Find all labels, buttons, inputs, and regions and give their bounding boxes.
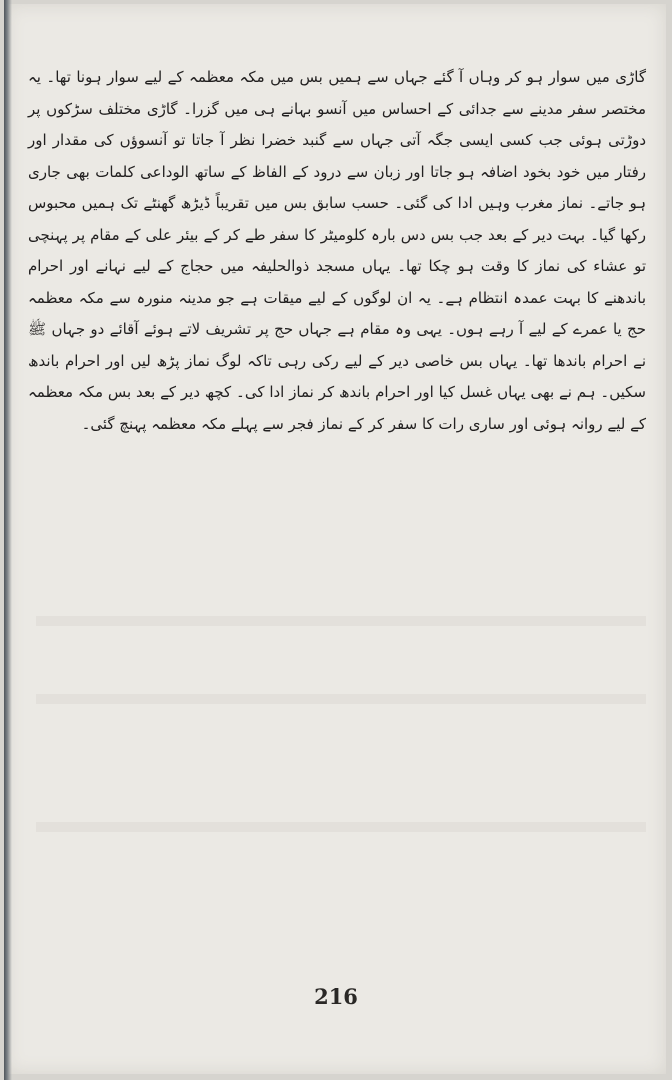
scan-artifact-band: [36, 616, 646, 626]
body-text: [28, 62, 646, 440]
paragraph: گاڑی میں سوار ہو کر وہاں آ گئے جہاں سے ہمیں بس میں مکہ معظمہ کے لیے سوار ہونا تھا۔ یہ مختصر سفر مدینے سے جدائی کے احساس میں آنسو بہانے ہی میں گزرا۔ گاڑی مختلف سڑکوں پر دوڑتی ہوئی جب کسی ایسی جگہ آتی جہاں سے گنبد خضرا نظر آ جاتا تو آنسوؤں کی مقدار اور رفتار میں خود بخود اضافہ ہو جاتا اور زبان سے درود کے الفاظ کے ساتھ الوداعی کلمات بھی جاری ہو جاتے۔ نماز مغرب وہیں ادا کی گئی۔ حسب سابق بس میں تقریباً ڈیڑھ گھنٹے تک ہمیں محبوس رکھا گیا۔ بہت دیر کے بعد جب بس دس بارہ کلومیٹر کا سفر طے کر کے بیئر علی کے مقام پر پہنچی تو عشاء کی نماز کا وقت ہو چکا تھا۔ یہاں مسجد ذوالحلیفہ میں حجاج کے لیے نہانے اور احرام باندھنے کا بہت عمدہ انتظام ہے۔ یہ ان لوگوں کے لیے میقات ہے جو مدینہ منورہ سے مکہ معظمہ حج یا عمرے کے لیے آ رہے ہوں۔ یہی وہ مقام ہے جہاں حج پر تشریف لاتے ہوئے آقائے دو جہاں ﷺ نے احرام باندھا تھا۔ یہاں بس خاصی دیر کے لیے رکی رہی تاکہ لوگ نماز پڑھ لیں اور احرام باندھ سکیں۔ ہم نے بھی یہاں غسل کیا اور احرام باندھ کر نماز ادا کی۔ کچھ دیر کے بعد بس مکہ معظمہ کے لیے روانہ ہوئی اور ساری رات کا سفر کر کے نماز فجر سے پہلے مکہ معظمہ پہنچ گئی۔: [28, 68, 646, 433]
scan-artifact-band: [36, 694, 646, 704]
scan-artifact-band: [36, 822, 646, 832]
book-binding-edge: [4, 0, 12, 1080]
page-number: 216: [314, 984, 358, 1009]
